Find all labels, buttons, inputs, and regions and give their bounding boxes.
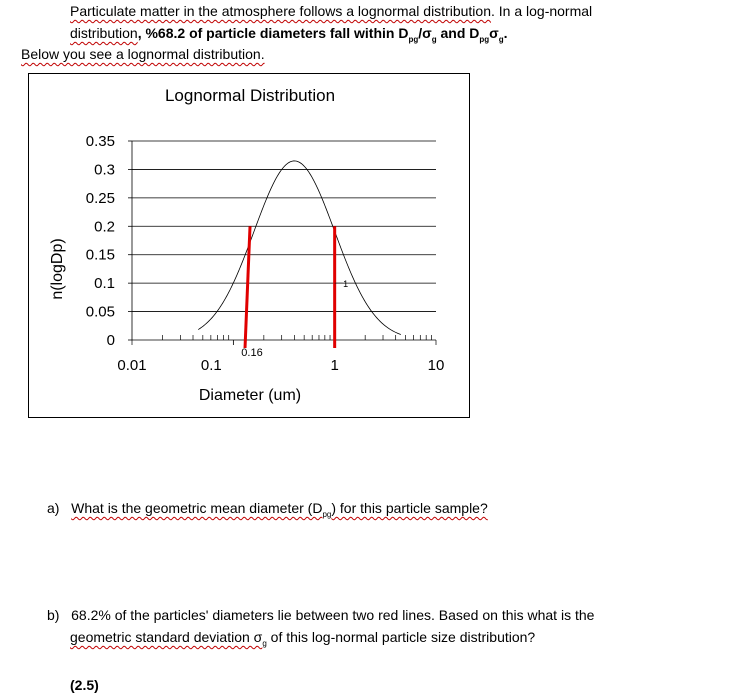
x-tick-label: 10 (427, 357, 445, 374)
annotation-label: 1 (343, 279, 349, 290)
x-tick-label: 1 (330, 357, 339, 374)
y-tick-label: 0.15 (85, 246, 115, 264)
question-b-line-1: 68.2% of the particles' diameters lie between two red lines. Based on this what is the (71, 607, 595, 623)
axis-layer (128, 141, 436, 345)
x-tick-label: 0.01 (117, 357, 147, 374)
intro-line-2a: distribution (70, 25, 138, 41)
intro-line-1a: Particulate matter in the atmosphere follows a lognormal distribution (70, 3, 491, 19)
annotation-label: 0.16 (241, 347, 263, 359)
question-b-line-2b: of this log-normal particle size distribution? (266, 629, 536, 645)
intro-sub-3: pg (479, 34, 490, 44)
intro-line-2b: , %68.2 of particle diameters fall within D (137, 25, 409, 41)
red-lines-layer (245, 226, 335, 348)
y-tick-label: 0.25 (85, 189, 115, 207)
question-a (47, 499, 488, 524)
y-tick-label: 0.3 (94, 161, 115, 179)
intro-line-2e: σ (489, 25, 499, 41)
intro-sub-2: g (431, 34, 437, 44)
intro-line-2c: /σ (418, 25, 432, 41)
intro-line-3: Below you see a lognormal distribution. (21, 46, 265, 62)
x-tick-label: 0.1 (200, 357, 222, 374)
question-b (47, 606, 594, 624)
y-tick-label: 0.05 (85, 303, 115, 321)
chart-title: Lognormal Distribution (164, 86, 336, 105)
red-boundary-line (245, 226, 250, 348)
question-a-text-1: What is the geometric mean diameter (D (71, 500, 323, 516)
answer-text: (2.5) (70, 677, 99, 693)
intro-sub-4: g (498, 34, 504, 44)
lognormal-chart (29, 74, 469, 417)
question-b-line-2 (70, 628, 535, 653)
y-tick-label: 0.35 (85, 133, 115, 150)
x-axis-title: Diameter (um) (198, 387, 302, 404)
question-b-sub: g (262, 638, 267, 648)
question-a-text-2: ) for this particle sample? (331, 500, 488, 516)
y-axis-title: n(logDp) (49, 238, 66, 300)
intro-line-1 (70, 2, 592, 20)
question-b-label: b) (47, 607, 60, 623)
intro-line-2d: and D (436, 25, 480, 41)
chart-frame (28, 73, 470, 418)
y-tick-label: 0.2 (94, 218, 115, 236)
intro-line-1b: . In a log-normal (490, 3, 593, 19)
intro-line-2f: . (503, 25, 508, 41)
distribution-curve (198, 161, 401, 335)
intro-sub-1: pg (408, 34, 419, 44)
y-tick-label: 0 (106, 332, 115, 349)
question-a-sub: pg (322, 509, 332, 519)
question-b-line-2a: geometric standard deviation σ (70, 629, 263, 645)
question-a-label: a) (47, 500, 60, 516)
y-tick-label: 0.1 (94, 275, 115, 293)
